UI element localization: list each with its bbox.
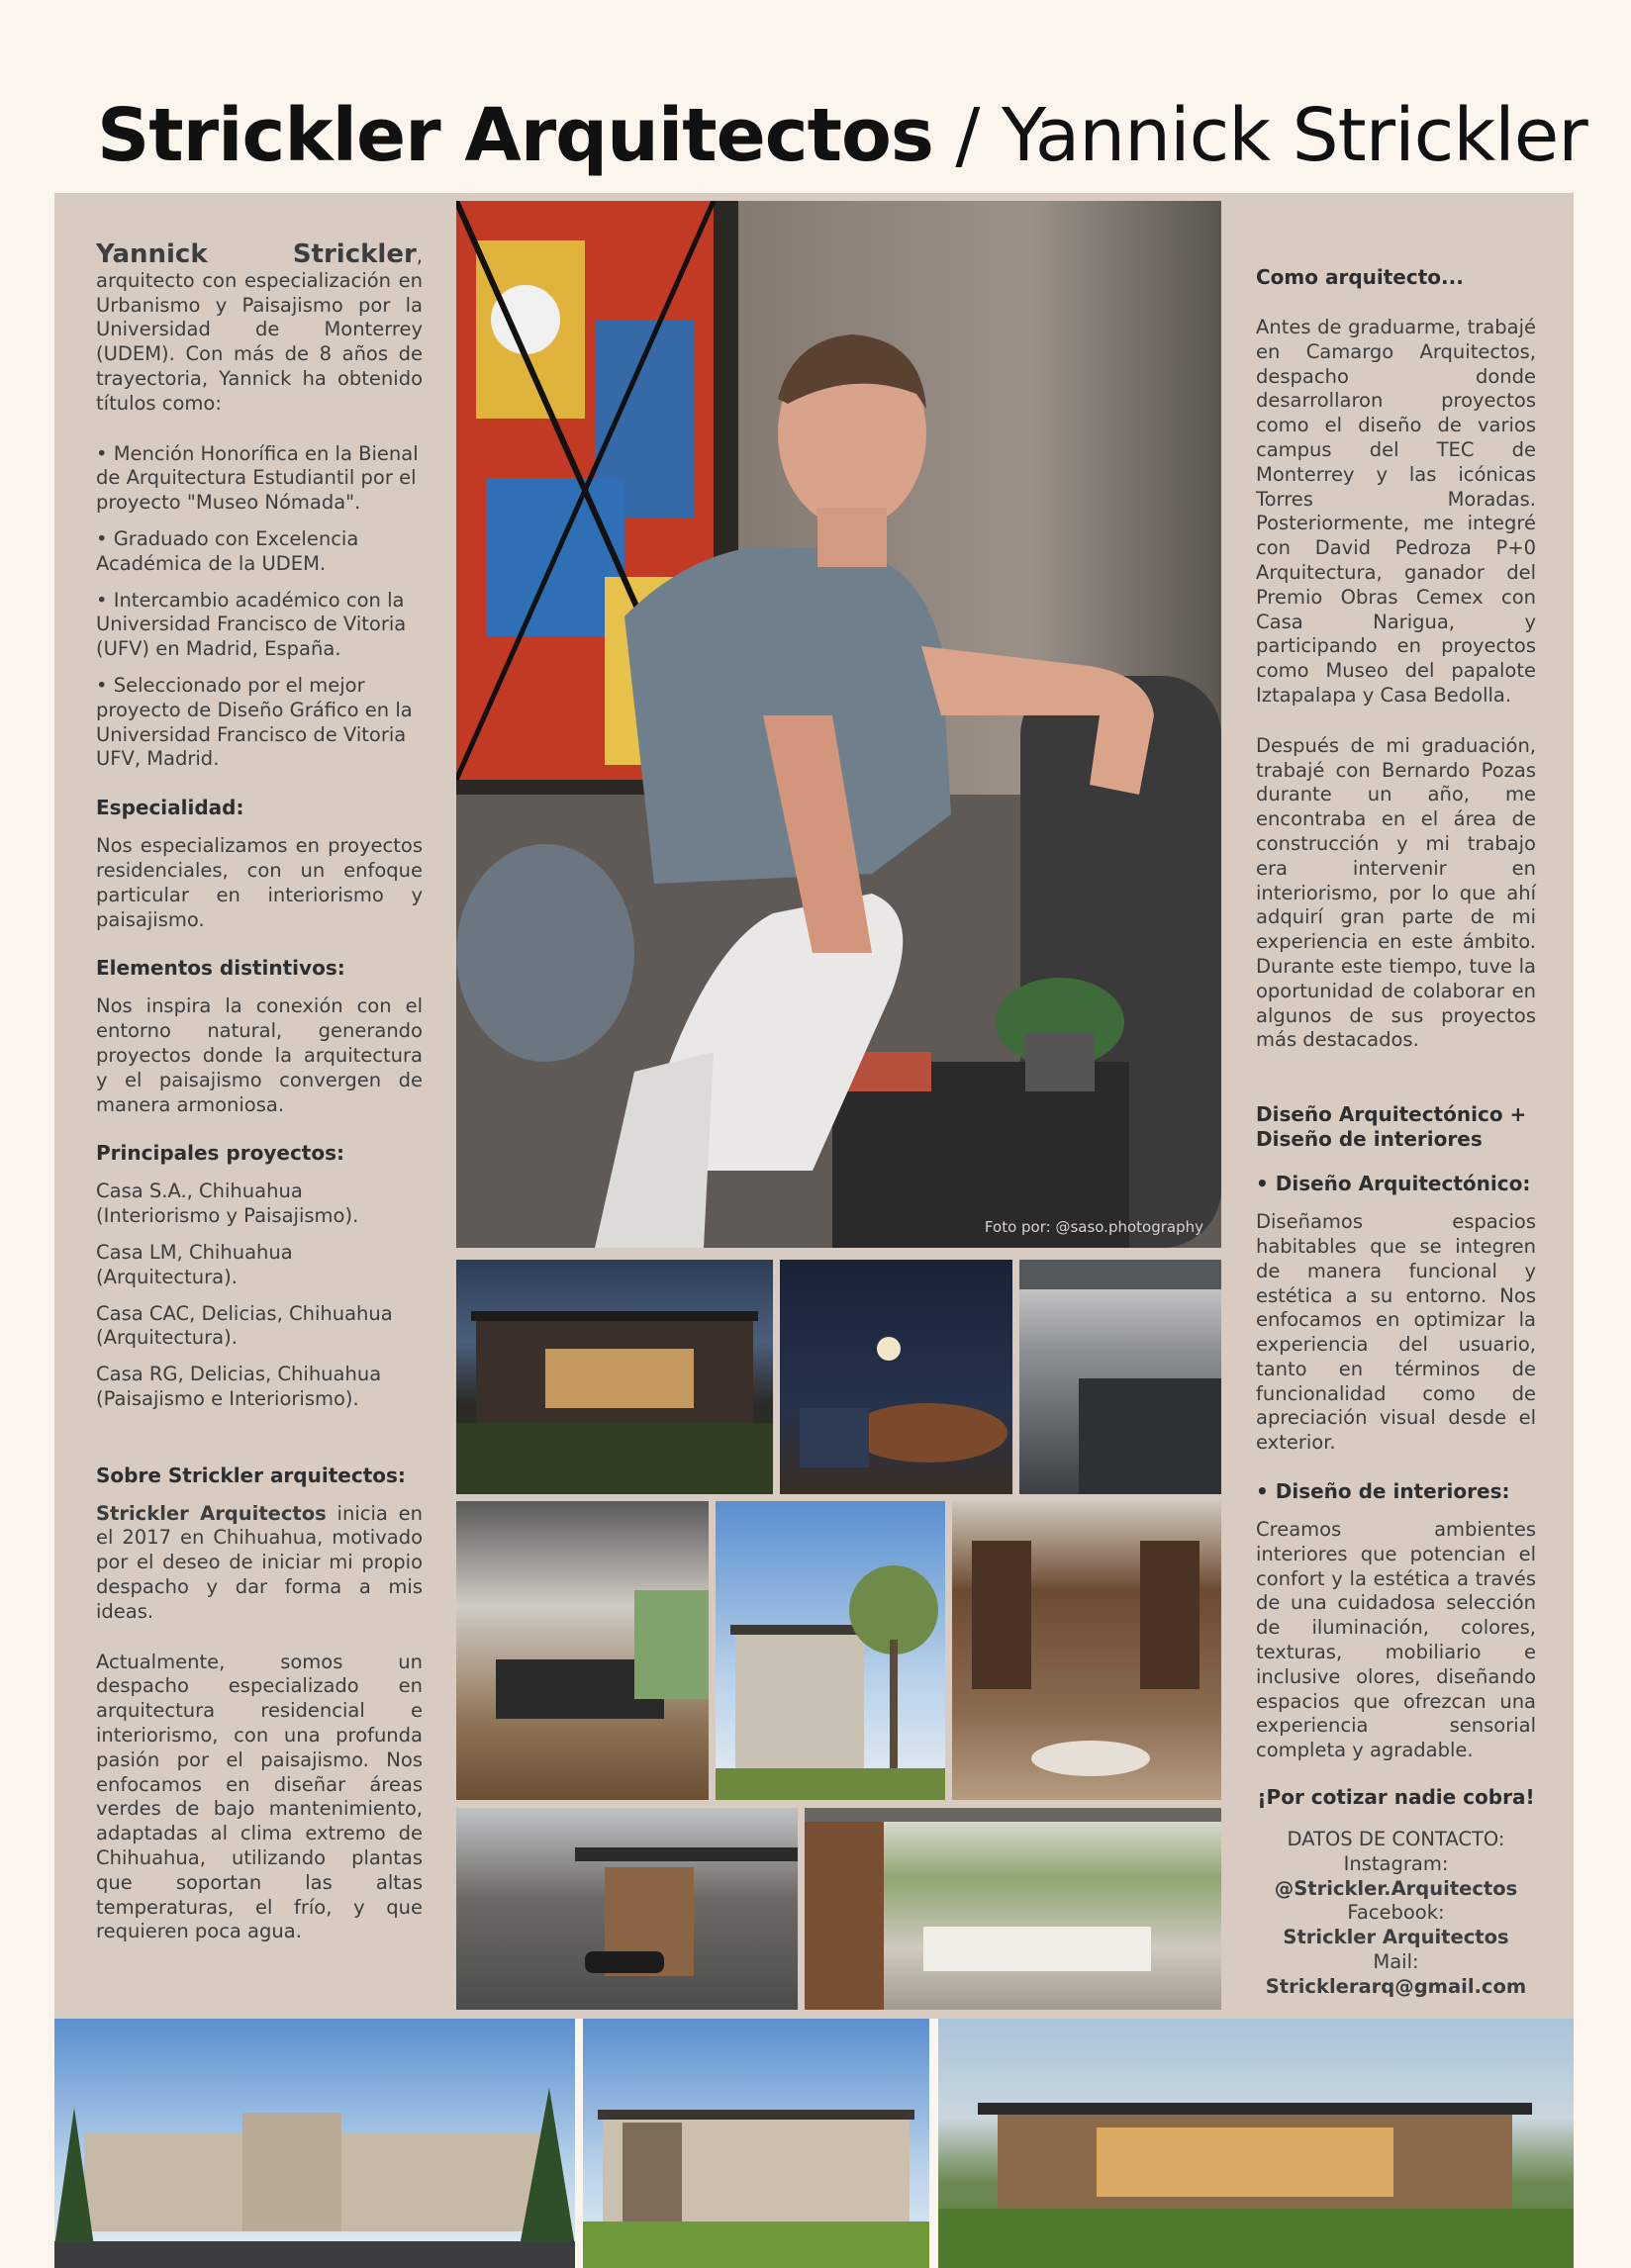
contact-block [1256,1828,1536,2000]
como-text-2: Después de mi graduación, trabajé con Bernardo Pozas durante un año, me encontraba en el área de construcción y mi trabajo era intervenir en interiorismo, por lo que ahí adquirí gran parte de mi experiencia en este ámbito. Durante este tiempo, tuve la oportunidad de colaborar en algunos de sus proyectos más destacados. [1256,733,1536,1052]
interior-illustration [780,1260,1012,1494]
portrait-photo [456,201,1221,1248]
sobre-text-2: Actualmente, somos un despacho especializado en arquitectura residencial e interiorismo, con una profunda pasión por el paisajismo. Nos enfocamos en diseñar áreas verdes de bajo mantenimiento, adaptadas al clima extremo de Chihuahua, utilizando plantas que soportan las altas temperaturas, el frío, y que requieren poca agua. [96,1650,423,1943]
elementos-heading: Elementos distintivos: [96,956,345,981]
instagram-handle[interactable]: @Strickler.Arquitectos [1274,1876,1518,1900]
mail-label: Mail: [1373,1950,1419,1974]
left-column [96,239,423,1956]
right-column [1256,265,1536,2000]
mountain-house-illustration [938,2019,1574,2268]
library-illustration [952,1501,1221,1800]
island-illustration [456,1501,709,1800]
portrait-illustration [456,201,1221,1248]
como-heading: Como arquitecto... [1256,265,1464,289]
stone-house-illustration [583,2019,929,2268]
como-text-1: Antes de graduarme, trabajé en Camargo Arquitectos, despacho donde desarrollaron proyectos como el diseño de varios campus del TEC de Monterrey y las icónicas Torres Moradas. Posteriormente, me integré con David Pedroza P+0 Arquitectura, ganador del Premio Obras Cemex con Casa Narigua, y participando en proyectos como Museo del papalote Iztapalapa y Casa Bedolla. [1256,316,1536,707]
project-photo-house-tree [716,1501,945,1800]
elementos-text: Nos inspira la conexión con el entorno natural, generando proyectos donde la arquitectura y el paisajismo convergen de manera armoniosa. [96,994,423,1116]
award-item: • Graduado con Excelencia Académica de la UDEM. [96,526,359,575]
project-photo-bar-interior [780,1260,1012,1494]
house-tree-illustration [716,1501,945,1800]
project-photo-kitchen-island [456,1501,709,1800]
int-heading: • Diseño de interiores: [1256,1479,1510,1504]
project-item: Casa LM, Chihuahua (Arquitectura). [96,1240,293,1288]
project-item: Casa S.A., Chihuahua (Interiorismo y Paisajismo). [96,1180,359,1228]
int-text: Creamos ambientes interiores que potencian el confort y la estética a través de una cuidadosa selección de iluminación, colores, texturas, mobiliario e inclusive olores, diseñando espacios que ofrezcan una experiencia sensorial completa y agradable. [1256,1518,1536,1762]
project-photo-stone-house [583,2019,929,2268]
facebook-label: Facebook: [1347,1901,1445,1925]
residence-illustration [54,2019,575,2268]
award-item: • Mención Honorífica en la Bienal de Arquitectura Estudiantil por el proyecto "Museo Nómada". [96,441,419,515]
photo-credit: Foto por: @saso.photography [984,1218,1203,1236]
title-architect: / Yannick Strickler [955,93,1587,178]
title-studio: Strickler Arquitectos [97,93,933,178]
especialidad-text: Nos especializamos en proyectos residenciales, con un enfoque particular en interiorismo y paisajismo. [96,834,423,931]
page-title [97,91,1587,180]
proyectos-heading: Principales proyectos: [96,1141,345,1166]
sobre-paragraph [96,1502,423,1625]
project-photo-library [952,1501,1221,1800]
intro-text: , arquitecto con especialización en Urbanismo y Paisajismo por la Universidad de Monterrey (UDEM). Con más de 8 años de trayectoria, Yannick ha obtenido títulos como: [96,244,423,415]
arq-heading: • Diseño Arquitectónico: [1256,1172,1531,1196]
sobre-studio-name: Strickler Arquitectos [96,1501,327,1525]
diseno-heading: Diseño Arquitectónico + Diseño de interiores [1256,1102,1527,1152]
living-illustration [805,1808,1221,2010]
project-photo-mountain-house [938,2019,1574,2268]
intro-paragraph [96,239,423,417]
award-item: • Intercambio académico con la Universidad Francisco de Vitoria (UFV) en Madrid, España. [96,588,407,661]
project-photo-carport [456,1808,798,2010]
project-item: Casa RG, Delicias, Chihuahua (Paisajismo e Interiorismo). [96,1363,382,1410]
kitchen-illustration [1019,1260,1221,1494]
cta-text: ¡Por cotizar nadie cobra! [1257,1785,1535,1810]
mail-address[interactable]: Stricklerarq@gmail.com [1265,1974,1527,1998]
contact-heading: DATOS DE CONTACTO: [1287,1828,1505,1851]
carport-illustration [456,1808,798,2010]
award-item: • Seleccionado por el mejor proyecto de Diseño Gráfico en la Universidad Francisco de Vitoria UFV, Madrid. [96,673,413,771]
intro-name: Yannick Strickler [96,239,417,269]
project-photo-kitchen [1019,1260,1221,1494]
sobre-text-1: inicia en el 2017 en Chihuahua, motivado por el deseo de iniciar mi propio despacho y dar forma a mis ideas. [96,1501,423,1623]
project-photo-exterior-night [456,1260,773,1494]
project-item: Casa CAC, Delicias, Chihuahua (Arquitectura). [96,1301,393,1350]
instagram-label: Instagram: [1343,1851,1449,1875]
especialidad-heading: Especialidad: [96,796,244,820]
arq-text: Diseñamos espacios habitables que se integren de manera funcional y estética a su entorno. Nos enfocamos en optimizar la experiencia del usuario, tanto en términos de funcionalidad como de apreciación visual desde el exterior. [1256,1210,1536,1455]
house-illustration [456,1260,773,1494]
facebook-page[interactable]: Strickler Arquitectos [1283,1926,1509,1949]
project-photo-living-room [805,1808,1221,2010]
project-photo-residence-trees [54,2019,575,2268]
sobre-heading: Sobre Strickler arquitectos: [96,1463,406,1487]
